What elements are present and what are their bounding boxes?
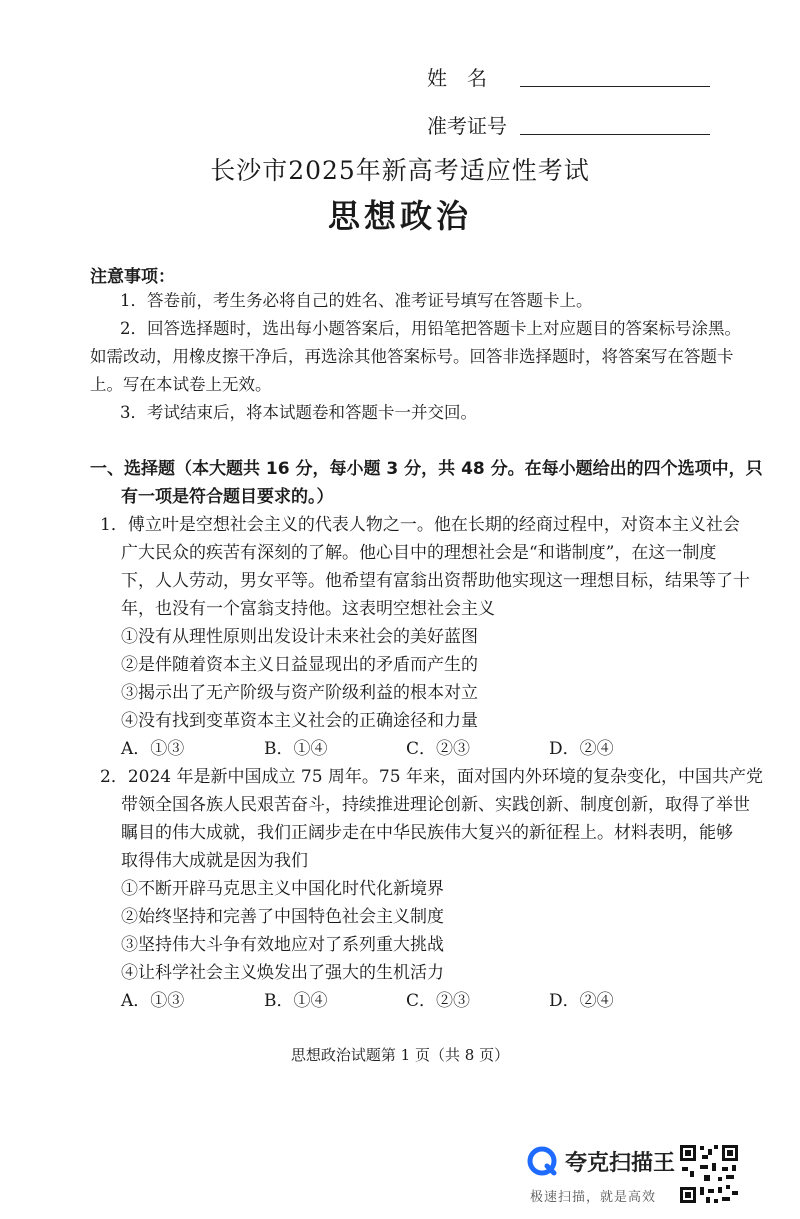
q1-statement-2: ②是伴随着资本主义日益显现出的矛盾而产生的 bbox=[121, 655, 478, 675]
section-heading-line-1: 一、选择题（本大题共 16 分，每小题 3 分，共 48 分。在每小题给出的四个选项中，只 bbox=[90, 459, 763, 479]
scanner-logo-icon bbox=[527, 1146, 557, 1176]
q2-option-b: B．①④ bbox=[264, 991, 328, 1011]
notice-line-3: 3．考试结束后，将本试题卷和答题卡一并交回。 bbox=[120, 403, 477, 422]
q2-stem-line-2: 带领全国各族人民艰苦奋斗，持续推进理论创新、实践创新、制度创新，取得了举世 bbox=[121, 795, 750, 815]
exam-title: 长沙市2025年新高考适应性考试 bbox=[210, 156, 590, 185]
notice-line-2b: 如需改动，用橡皮擦干净后，再选涂其他答案标号。回答非选择题时，将答案写在答题卡 bbox=[90, 347, 734, 366]
q1-statement-4: ④没有找到变革资本主义社会的正确途径和力量 bbox=[121, 711, 478, 731]
q1-statement-1: ①没有从理性原则出发设计未来社会的美好蓝图 bbox=[121, 627, 478, 647]
notice-line-2a: 2．回答选择题时，选出每小题答案后，用铅笔把答题卡上对应题目的答案标号涂黑。 bbox=[120, 319, 741, 338]
q1-stem-line-1: 1．傅立叶是空想社会主义的代表人物之一。他在长期的经商过程中，对资本主义社会 bbox=[100, 515, 740, 535]
exam-id-line bbox=[520, 134, 710, 135]
section-heading-line-2: 有一项是符合题目要求的。） bbox=[121, 487, 334, 507]
exam-id-label: 准考证号 bbox=[427, 114, 507, 138]
q1-stem-line-4: 年，也没有一个富翁支持他。这表明空想社会主义 bbox=[121, 599, 495, 619]
q1-stem-line-3: 下，人人劳动，男女平等。他希望有富翁出资帮助他实现这一理想目标，结果等了十 bbox=[121, 571, 750, 591]
scanner-slogan: 极速扫描，就是高效 bbox=[530, 1190, 657, 1205]
q1-option-d: D．②④ bbox=[549, 739, 614, 759]
notice-heading: 注意事项： bbox=[90, 267, 175, 287]
q1-statement-3: ③揭示出了无产阶级与资产阶级利益的根本对立 bbox=[121, 683, 478, 703]
notice-line-2c: 上。写在本试卷上无效。 bbox=[90, 375, 272, 394]
q2-stem-line-4: 取得伟大成就是因为我们 bbox=[121, 851, 308, 871]
q2-statement-3: ③坚持伟大斗争有效地应对了系列重大挑战 bbox=[121, 935, 444, 955]
q1-option-c: C．②③ bbox=[406, 739, 471, 759]
subject-title: 思想政治 bbox=[327, 197, 472, 235]
q1-stem-line-2: 广大民众的疾苦有深刻的了解。他心目中的理想社会是“和谐制度”，在这一制度 bbox=[121, 543, 717, 563]
q2-option-d: D．②④ bbox=[549, 991, 614, 1011]
name-label: 姓 名 bbox=[427, 66, 487, 90]
q2-statement-1: ①不断开辟马克思主义中国化时代化新境界 bbox=[121, 879, 444, 899]
q2-stem-line-3: 瞩目的伟大成就，我们正阔步走在中华民族伟大复兴的新征程上。材料表明，能够 bbox=[121, 823, 733, 843]
qr-code-icon bbox=[678, 1143, 740, 1205]
page-footer: 思想政治试题第 1 页（共 8 页） bbox=[290, 1046, 510, 1064]
q1-option-a: A．①③ bbox=[121, 739, 185, 759]
q2-statement-2: ②始终坚持和完善了中国特色社会主义制度 bbox=[121, 907, 444, 927]
name-line bbox=[520, 86, 710, 87]
q2-option-c: C．②③ bbox=[406, 991, 471, 1011]
notice-line-1: 1．答卷前，考生务必将自己的姓名、准考证号填写在答题卡上。 bbox=[120, 291, 593, 310]
q1-option-b: B．①④ bbox=[264, 739, 328, 759]
scanner-brand: 夸克扫描王 bbox=[565, 1151, 676, 1176]
q2-option-a: A．①③ bbox=[121, 991, 185, 1011]
q2-stem-line-1: 2．2024 年是新中国成立 75 周年。75 年来，面对国内外环境的复杂变化，中国共产党 bbox=[100, 767, 763, 787]
q2-statement-4: ④让科学社会主义焕发出了强大的生机活力 bbox=[121, 963, 444, 983]
